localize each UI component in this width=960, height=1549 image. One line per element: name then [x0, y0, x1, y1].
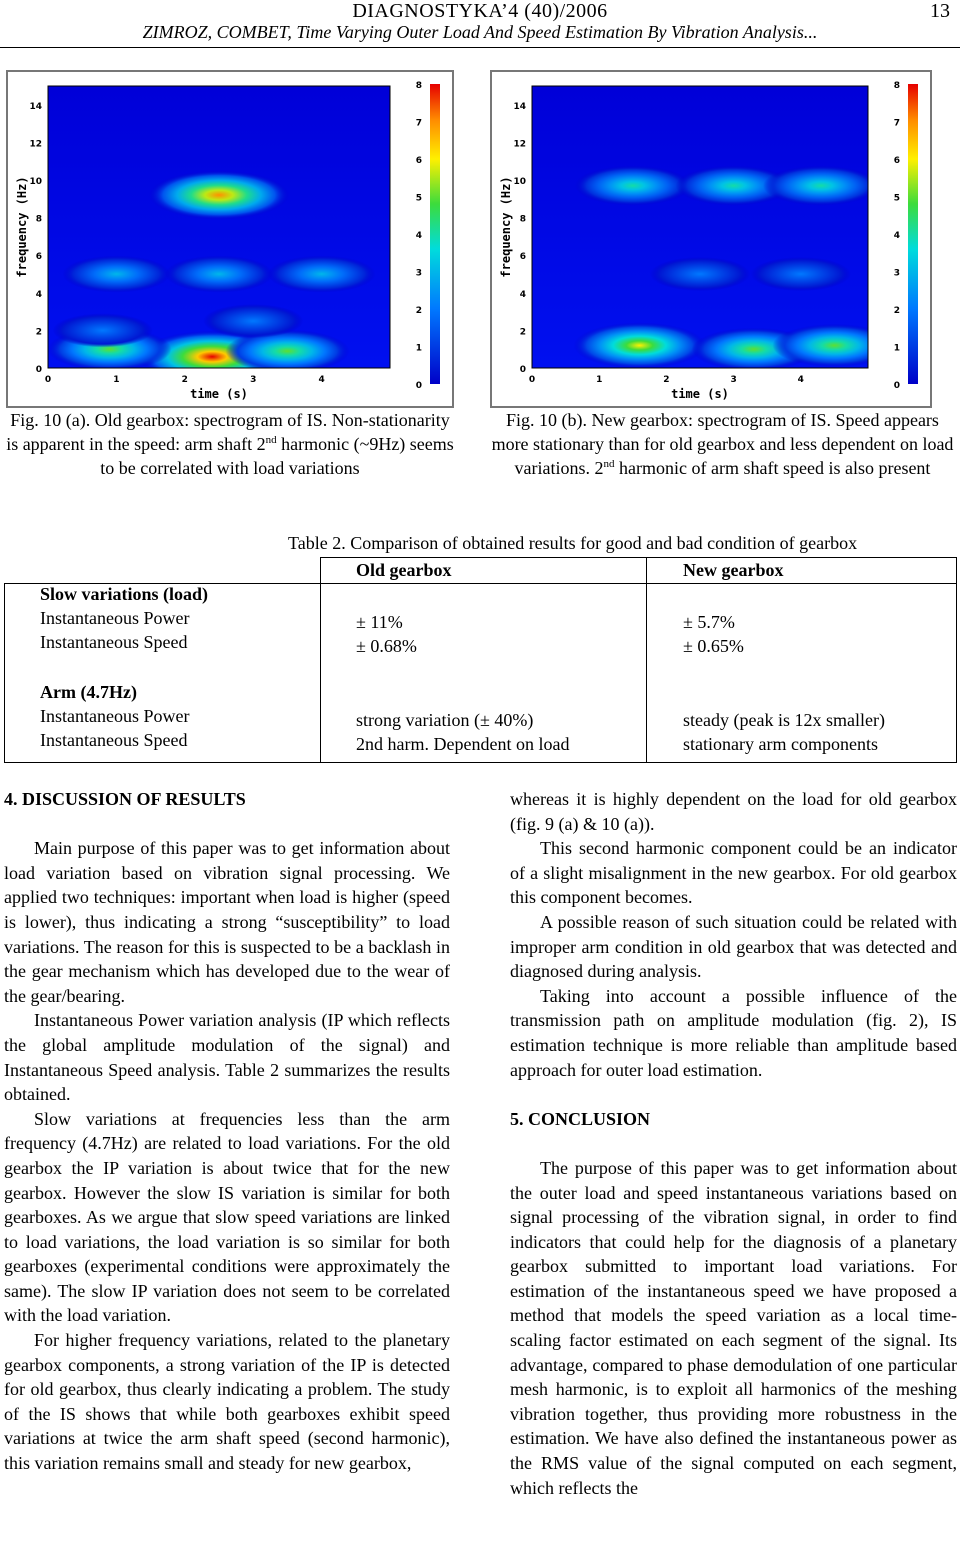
- row-sub: Instantaneous Speed: [40, 730, 188, 750]
- row-sub: Instantaneous Speed: [40, 632, 188, 652]
- x-tick-label: 2: [663, 375, 670, 385]
- x-tick-label: 2: [181, 375, 188, 385]
- y-tick-label: 0: [35, 365, 42, 375]
- left-column: [4, 787, 450, 1476]
- y-tick-label: 12: [29, 139, 42, 150]
- colorbar-tick-label: 2: [893, 306, 900, 316]
- paragraph: For higher frequency variations, related to the planetary gearbox components, a strong variation of the IP is detected for old gearbox, thus clearly indicating a problem. The study of the IS shows that while both gearboxes exhibit speed variations at twice the arm shaft speed (second harmonic), this variation remains small and steady for new gearbox,: [4, 1330, 450, 1474]
- spectrogram-new-gearbox: [490, 70, 932, 408]
- x-tick-label: 0: [528, 375, 536, 385]
- table-rule: [320, 583, 957, 584]
- x-tick-label: 0: [44, 375, 52, 385]
- figure-caption-a: [6, 408, 454, 480]
- caption-b-sup: nd: [603, 458, 615, 470]
- y-tick-label: 8: [35, 214, 42, 225]
- row-title: Arm (4.7Hz): [40, 682, 137, 702]
- y-tick-label: 14: [29, 101, 42, 112]
- colorbar-tick-label: 7: [415, 118, 422, 129]
- page-header: [0, 0, 960, 50]
- row-title: Slow variations (load): [40, 584, 209, 604]
- paragraph: The purpose of this paper was to get information about the outer load and speed instantaneous variations based on signal processing of the vibration signal, in order to find indicators that could help for the diagnosis of a planetary gearbox submitted to important load variations. For estimation of the instantaneous speed we have proposed a method that models the speed variation as a local time-scaling factor estimated on each segment of the signal. Its advantage, compared to phase demodulation of one particular mesh harmonic, is to exploit all harmonics of the meshing vibration together, thus providing more robustness in the estimation. We have also defined the instantaneous power as the RMS value of the signal computed on each segment, which reflects the: [510, 1157, 957, 1498]
- x-tick-label: 3: [730, 375, 737, 385]
- spectrogram-blob: [53, 313, 153, 347]
- spectrogram-old-gearbox: [6, 70, 454, 408]
- caption-b-text: Fig. 10 (b). New gearbox: spectrogram of IS. Speed appears more stationary than for old gearbox and less dependent on load variations. 2: [491, 410, 954, 478]
- spectrogram-b-plot: [492, 72, 930, 406]
- y-tick-label: 10: [29, 177, 42, 187]
- paragraph: Taking into account a possible influence of the transmission path on amplitude modulation (fig. 2), IS estimation technique is more reliable than amplitude based approach for outer load estimation.: [510, 985, 957, 1080]
- paragraph: Slow variations at frequencies less than the arm frequency (4.7Hz) are related to load variations. For the old gearbox the IP variation is about twice that for the new gearbox. However the slow IS variation is similar for both gearboxes. As we argue that slow speed variations are linked to load variations, the load variation is so similar for both gearboxes (experimental conditions were approximately the same). The slow IP variation does not seem to be correlated with the load variation.: [4, 1108, 450, 1326]
- x-tick-label: 1: [113, 375, 120, 385]
- colorbar-tick-label: 2: [415, 306, 422, 316]
- running-title: ZIMROZ, COMBET, Time Varying Outer Load And Speed Estimation By Vibration Analysis...: [142, 22, 818, 42]
- colorbar-tick-label: 1: [415, 343, 422, 354]
- colorbar: [430, 84, 440, 384]
- colorbar-tick-label: 5: [893, 193, 900, 204]
- y-tick-label: 10: [513, 177, 526, 187]
- table-cell-old-slow: ± 11% ± 0.68%: [356, 612, 417, 656]
- table-cell-old-arm: strong variation (± 40%) 2nd harm. Dependent on load: [356, 710, 570, 754]
- caption-a-text-end: harmonic (~9Hz) seems to be correlated with load variations: [100, 434, 454, 478]
- spectrogram-blob: [149, 171, 289, 220]
- x-tick-label: 4: [797, 375, 804, 385]
- spectrogram-blob: [575, 166, 691, 206]
- right-column: [510, 787, 957, 1500]
- table-row-arm: [40, 680, 189, 752]
- y-tick-label: 4: [519, 289, 526, 300]
- colorbar-tick-label: 5: [415, 193, 422, 204]
- table-rule: [4, 762, 957, 763]
- header-rule: [0, 47, 960, 48]
- y-tick-label: 8: [519, 214, 526, 225]
- x-axis-label: time (s): [190, 387, 248, 401]
- journal-name: DIAGNOSTYKA’4 (40)/2006: [352, 0, 608, 22]
- spectrogram-blob: [751, 257, 851, 291]
- y-tick-label: 12: [513, 139, 526, 150]
- section-heading-conclusion: 5. CONCLUSION: [510, 1108, 651, 1129]
- table-header-new: New gearbox: [683, 560, 784, 580]
- caption-a-sup: nd: [265, 434, 277, 446]
- y-axis-label: frequency (Hz): [15, 176, 29, 278]
- colorbar-tick-label: 8: [893, 81, 900, 91]
- spectrogram-a-plot: [8, 72, 452, 406]
- colorbar-tick-label: 6: [415, 156, 422, 166]
- section-heading-discussion: 4. DISCUSSION OF RESULTS: [4, 789, 246, 809]
- table-row-slow: [40, 582, 208, 654]
- paragraph: Instantaneous Power variation analysis (IP which reflects the global amplitude modulation of the signal) and Instantaneous Speed analysis. Table 2 summarizes the results obtained.: [4, 1010, 450, 1105]
- paragraph: A possible reason of such situation could be related with improper arm condition in old gearbox that was detected and diagnosed during analysis.: [510, 911, 957, 982]
- colorbar-tick-label: 4: [415, 231, 422, 241]
- y-axis-label: frequency (Hz): [499, 176, 513, 278]
- caption-a-text: Fig. 10 (a). Old gearbox: spectrogram of IS. Non-stationarity is apparent in the speed: arm shaft 2: [6, 410, 450, 454]
- colorbar: [908, 84, 918, 384]
- colorbar-tick-label: 3: [893, 268, 900, 279]
- x-tick-label: 4: [318, 375, 325, 385]
- page-number: 13: [930, 0, 950, 22]
- y-tick-label: 2: [519, 327, 526, 338]
- colorbar-tick-label: 0: [415, 381, 422, 391]
- row-sub: Instantaneous Power: [40, 706, 190, 726]
- spectrogram-blob: [772, 324, 896, 367]
- spectrogram-blob: [165, 256, 273, 293]
- figure-caption-b: [490, 408, 955, 480]
- colorbar-tick-label: 4: [893, 231, 900, 241]
- table-caption: Table 2. Comparison of obtained results for good and bad condition of gearbox: [288, 533, 858, 553]
- table-cell-new-slow: ± 5.7% ± 0.65%: [683, 612, 744, 656]
- table-cell-new-arm: steady (peak is 12x smaller) stationary arm components: [683, 710, 885, 754]
- table-rule: [646, 557, 647, 763]
- paragraph: This second harmonic component could be an indicator of a slight misalignment in the new gearbox. For old gearbox this component becomes.: [510, 838, 957, 908]
- comparison-table: [4, 557, 957, 763]
- x-tick-label: 3: [250, 375, 257, 385]
- table-header-old: Old gearbox: [356, 560, 452, 580]
- colorbar-tick-label: 8: [415, 81, 422, 91]
- paragraph: whereas it is highly dependent on the load for old gearbox (fig. 9 (a) & 10 (a)).: [510, 789, 957, 834]
- row-sub: Instantaneous Power: [40, 608, 190, 628]
- spectrogram-blob: [650, 257, 750, 291]
- y-tick-label: 4: [35, 289, 42, 300]
- colorbar-tick-label: 7: [893, 118, 900, 129]
- table-rule: [4, 583, 5, 763]
- y-tick-label: 6: [519, 252, 526, 263]
- spectrogram-blob: [62, 256, 170, 293]
- x-axis-label: time (s): [671, 387, 729, 401]
- caption-b-text-end: harmonic of arm shaft speed is also present: [614, 458, 931, 478]
- y-tick-label: 6: [35, 252, 42, 263]
- spectrogram-blob: [763, 166, 879, 206]
- paragraph: Main purpose of this paper was to get information about load variation based on vibration signal processing. We applied two techniques: important when load is higher (speed is lower), thus indicating a strong “susceptibility” to load variations. The reason for this is suspected to be a backlash in the gear mechanism which has developed due to the wear of the gear/bearing.: [4, 838, 450, 1006]
- colorbar-tick-label: 0: [893, 381, 900, 391]
- y-tick-label: 14: [513, 101, 526, 112]
- x-tick-label: 1: [596, 375, 603, 385]
- spectrogram-blob: [574, 322, 706, 368]
- table-rule: [320, 557, 321, 763]
- table-rule: [956, 557, 957, 763]
- colorbar-tick-label: 6: [893, 156, 900, 166]
- spectrogram-blob: [203, 304, 303, 338]
- y-tick-label: 2: [35, 327, 42, 338]
- colorbar-tick-label: 1: [893, 343, 900, 354]
- spectrogram-blob: [268, 256, 376, 293]
- colorbar-tick-label: 3: [415, 268, 422, 279]
- y-tick-label: 0: [519, 365, 526, 375]
